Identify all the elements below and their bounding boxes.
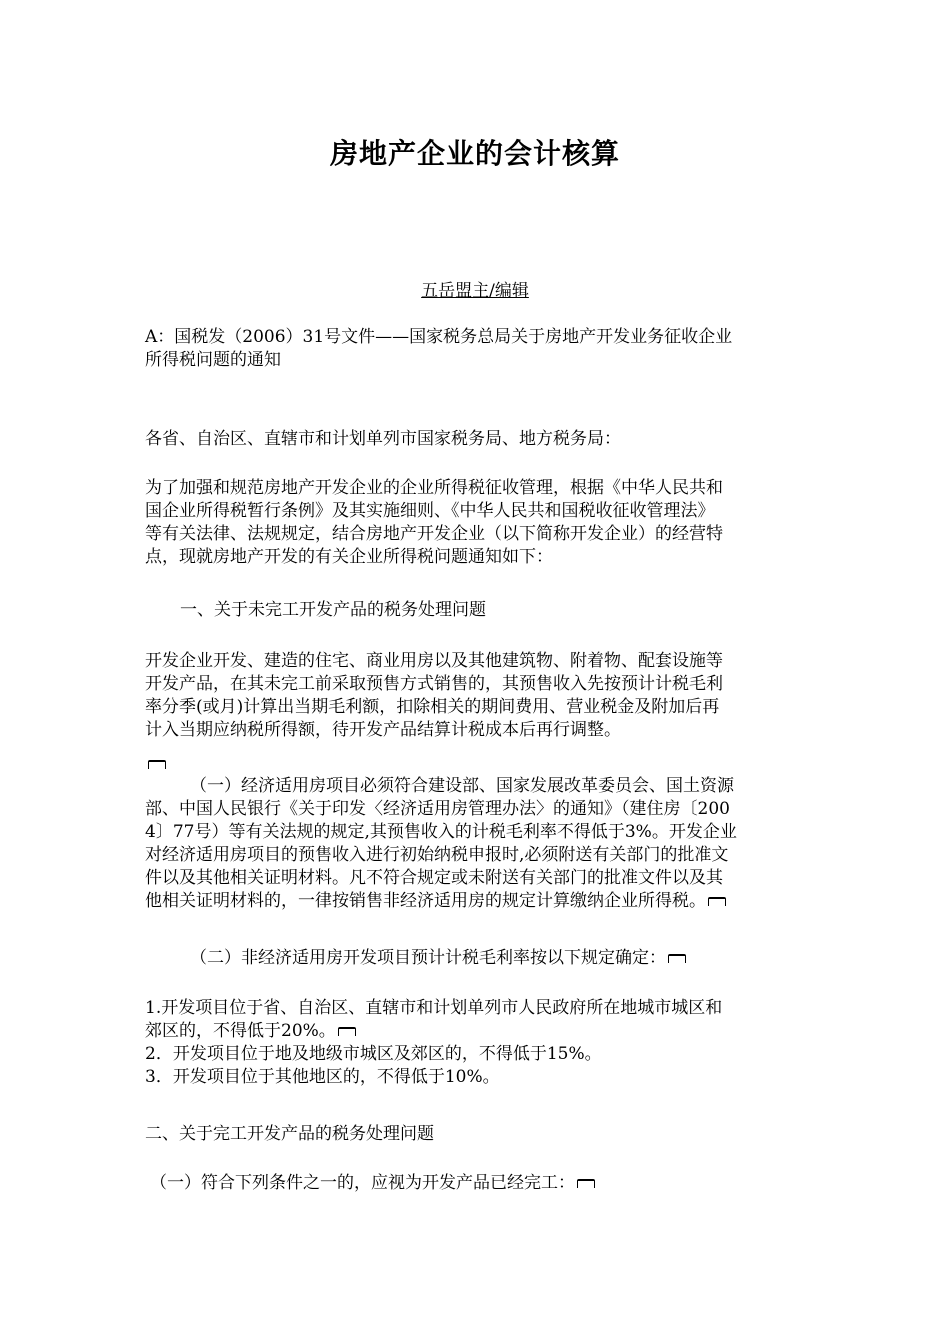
paragraph-mark-icon (338, 1027, 356, 1036)
rule1-line: 1.开发项目位于省、自治区、直辖市和计划单列市人民政府所在地城市城区和 (145, 998, 723, 1018)
section1-line: 开发企业开发、建造的住宅、商业用房以及其他建筑物、附着物、配套设施等 (145, 651, 723, 671)
paragraph-mark-icon (668, 954, 686, 963)
item1-line: 4〕77号）等有关法规的规定,其预售收入的计税毛利率不得低于3%。开发企业 (145, 822, 737, 842)
section2-heading: 二、关于完工开发产品的税务处理问题 (145, 1124, 434, 1144)
section1-line: 率分季(或月)计算出当期毛利额，扣除相关的期间费用、营业税金及附加后再 (145, 697, 720, 717)
rule2-line: 2．开发项目位于地及地级市城区及郊区的，不得低于15%。 (145, 1044, 602, 1064)
item1-line-last (145, 890, 810, 913)
rule1-paragraph (145, 997, 810, 1089)
item1-line: （一）经济适用房项目必须符合建设部、国家发展改革委员会、国土资源 (190, 776, 734, 796)
item1-line-text: 他相关证明材料的，一律按销售非经济适用房的规定计算缴纳企业所得税。 (145, 891, 706, 911)
item1-line: 件以及其他相关证明材料。凡不符合规定或未附送有关部门的批准文件以及其 (145, 868, 723, 888)
section1-body (145, 650, 810, 742)
rule1-text: 郊区的，不得低于20%。 (145, 1021, 336, 1041)
document-title: 房地产企业的会计核算 (329, 137, 620, 170)
intro-line: 点，现就房地产开发的有关企业所得税问题通知如下： (145, 547, 553, 567)
section1-line: 计入当期应纳税所得额，待开发产品结算计税成本后再行调整。 (145, 720, 621, 740)
section1-line: 开发产品，在其未完工前采取预售方式销售的，其预售收入先按预计计税毛利 (145, 674, 723, 694)
heading-a (145, 326, 810, 372)
item2-text: （二）非经济适用房开发项目预计计税毛利率按以下规定确定： (190, 948, 666, 968)
paragraph-mark-icon (708, 897, 726, 906)
paragraph-mark-icon (577, 1179, 595, 1188)
addressee: 各省、自治区、直辖市和计划单列市国家税务局、地方税务局： (145, 429, 621, 449)
paragraph-mark-icon (148, 760, 166, 769)
intro-line: 等有关法律、法规规定，结合房地产开发企业（以下简称开发企业）的经营特 (145, 524, 723, 544)
section2-item1-text: （一）符合下列条件之一的，应视为开发产品已经完工： (150, 1173, 575, 1193)
rule1-line-last (145, 1020, 810, 1043)
intro-line: 国企业所得税暂行条例》及其实施细则、《中华人民共和国税收征收管理法》 (145, 501, 715, 521)
section1-heading: 一、关于未完工开发产品的税务处理问题 (180, 600, 486, 620)
item1-line: 部、中国人民银行《关于印发〈经济适用房管理办法〉的通知》（建住房〔200 (145, 799, 730, 819)
item2-line (190, 947, 855, 970)
author-line: 五岳盟主/编辑 (421, 281, 529, 301)
intro-line: 为了加强和规范房地产开发企业的企业所得税征收管理，根据《中华人民共和 (145, 478, 723, 498)
rule3-line: 3．开发项目位于其他地区的，不得低于10%。 (145, 1067, 500, 1087)
heading-a-line: A：国税发（2006）31号文件——国家税务总局关于房地产开发业务征收企业 (145, 327, 733, 347)
heading-a-line: 所得税问题的通知 (145, 350, 281, 370)
section2-item1-line (150, 1172, 815, 1195)
item1-line: 对经济适用房项目的预售收入进行初始纳税申报时,必须附送有关部门的批准文 (145, 845, 729, 865)
intro-paragraph (145, 477, 810, 569)
item1-paragraph (145, 775, 810, 913)
